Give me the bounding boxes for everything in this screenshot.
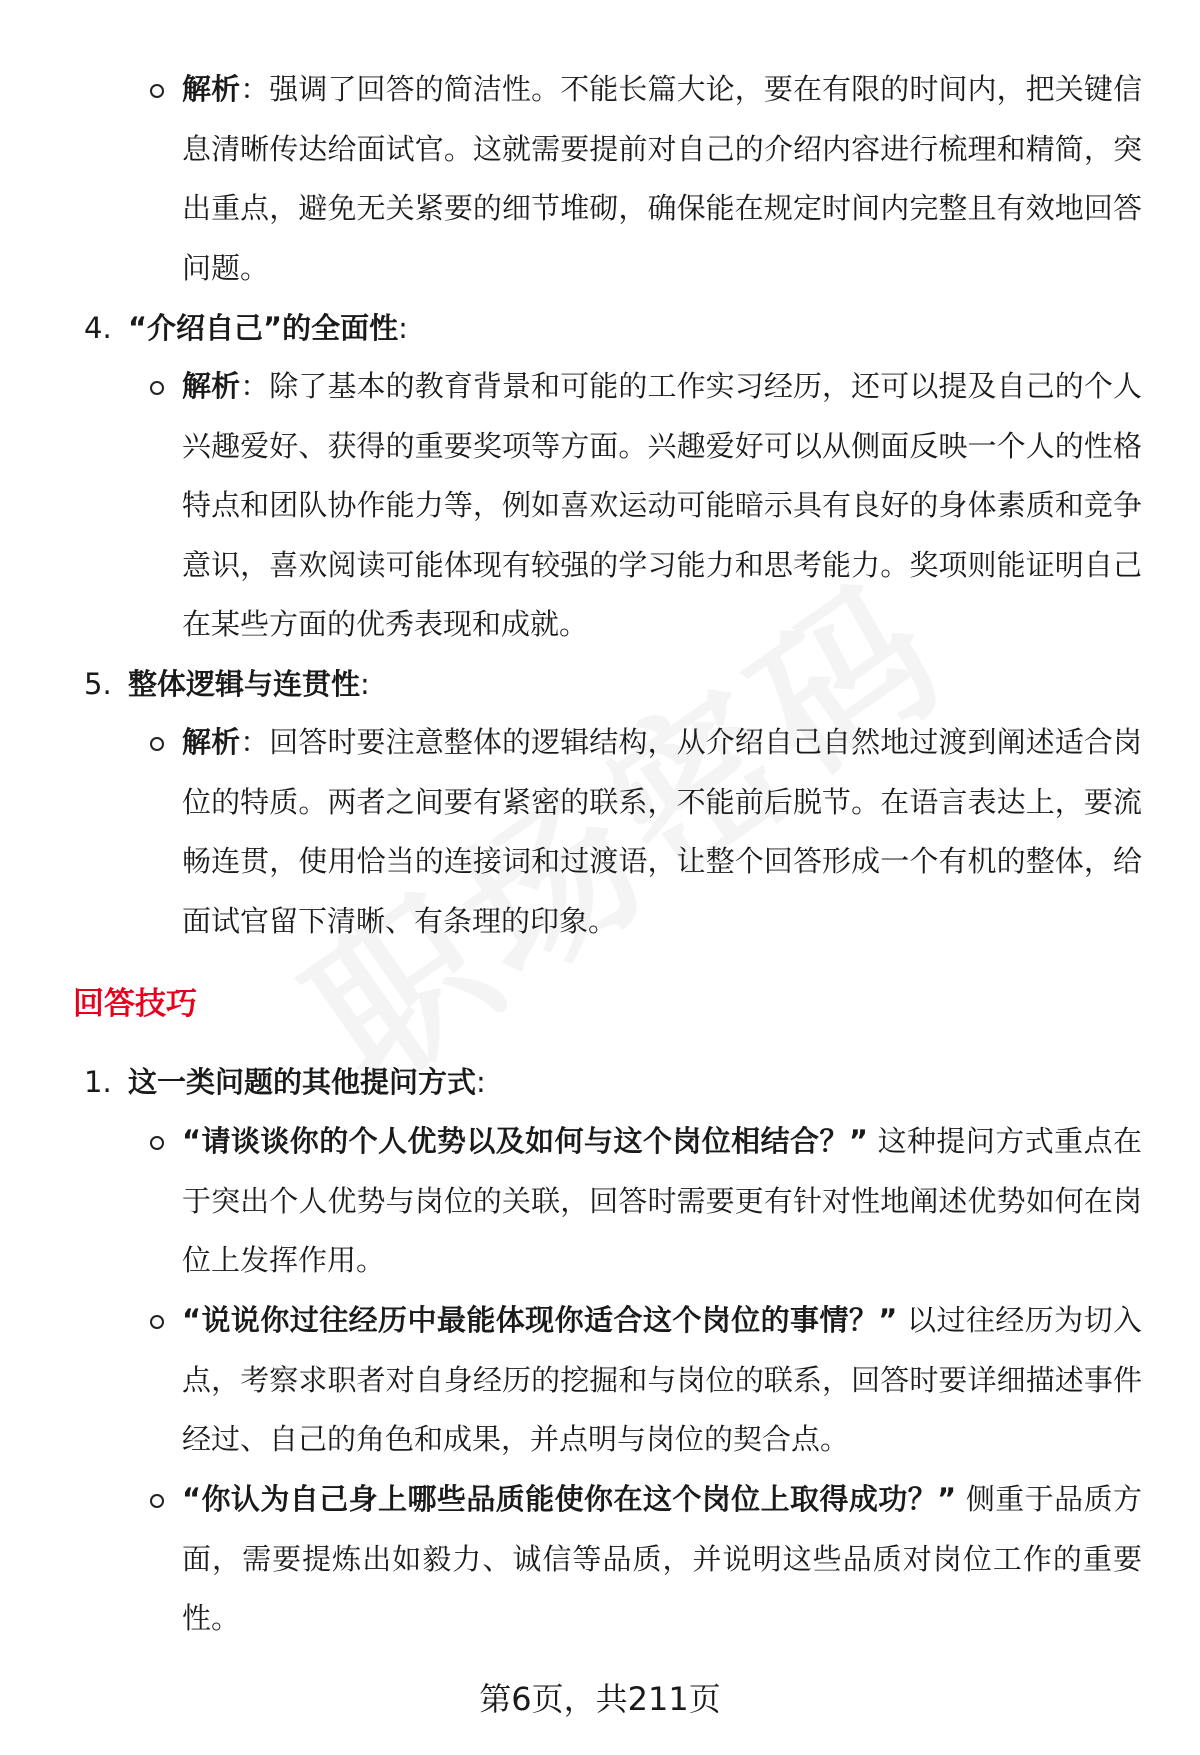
bullet-icon [150,84,164,98]
analysis-paragraph [182,60,1142,298]
analysis-label: 解析 [182,72,241,106]
analysis-text: 回答时要注意整体的逻辑结构，从介绍自己自然地过渡到阐述适合岗位的特质。两者之间要有紧密的联系，不能前后脱节。在语言表达上，要流畅连贯，使用恰当的连接词和过渡语，让整个回答形成一个有机的整体，给面试官留下清晰、有条理的印象。 [182,725,1142,938]
question-text: 侧重于品质方面，需要提炼出如毅力、诚信等品质，并说明这些品质对岗位工作的重要性。 [182,1482,1142,1635]
analysis-label: 解析 [182,369,241,403]
section-title: 回答技巧 [73,986,197,1022]
question-paragraph [182,1112,1142,1291]
list-item-heading [128,655,370,715]
separator: : [360,667,370,701]
list-number: 5. [84,667,112,701]
list-item-heading [128,299,408,359]
bullet-icon [150,1494,164,1508]
question-text: 这种提问方式重点在于突出个人优势与岗位的关联，回答时需要更有针对性地阐述优势如何在岗位上发挥作用。 [182,1124,1142,1277]
analysis-paragraph [182,357,1142,655]
separator: ： [240,725,270,759]
question-quote: “说说你过往经历中最能体现你适合这个岗位的事情？” [182,1303,898,1337]
bullet-icon [150,1315,164,1329]
list-item-heading [128,1053,486,1113]
question-quote: “请谈谈你的个人优势以及如何与这个岗位相结合？” [182,1124,868,1158]
page-number: 第6页，共211页 [479,1680,721,1718]
analysis-text: 强调了回答的简洁性。不能长篇大论，要在有限的时间内，把关键信息清晰传达给面试官。这就需要提前对自己的介绍内容进行梳理和精简，突出重点，避免无关紧要的细节堆砌，确保能在规定时间内完整且有效地回答问题。 [182,72,1142,285]
question-paragraph [182,1291,1142,1470]
bullet-icon [150,1136,164,1150]
analysis-label: 解析 [182,725,241,759]
heading-text: 整体逻辑与连贯性 [128,667,361,701]
heading-text: “介绍自己”的全面性 [128,311,399,345]
separator: ： [240,72,270,106]
separator: : [398,311,408,345]
bullet-icon [150,737,164,751]
analysis-paragraph [182,713,1142,951]
analysis-text: 除了基本的教育背景和可能的工作实习经历，还可以提及自己的个人兴趣爱好、获得的重要奖项等方面。兴趣爱好可以从侧面反映一个人的性格特点和团队协作能力等，例如喜欢运动可能暗示具有良好的身体素质和竞争意识，喜欢阅读可能体现有较强的学习能力和思考能力。奖项则能证明自己在某些方面的优秀表现和成就。 [182,369,1142,641]
separator: : [476,1065,486,1099]
question-paragraph [182,1470,1142,1649]
question-quote: “你认为自己身上哪些品质能使你在这个岗位上取得成功？” [182,1482,957,1516]
list-number: 4. [84,311,112,345]
bullet-icon [150,381,164,395]
separator: ： [240,369,270,403]
heading-text: 这一类问题的其他提问方式 [128,1065,477,1099]
list-number: 1. [84,1065,112,1099]
question-text: 以过往经历为切入点，考察求职者对自身经历的挖掘和与岗位的联系，回答时要详细描述事件经过、自己的角色和成果，并点明与岗位的契合点。 [182,1303,1143,1456]
